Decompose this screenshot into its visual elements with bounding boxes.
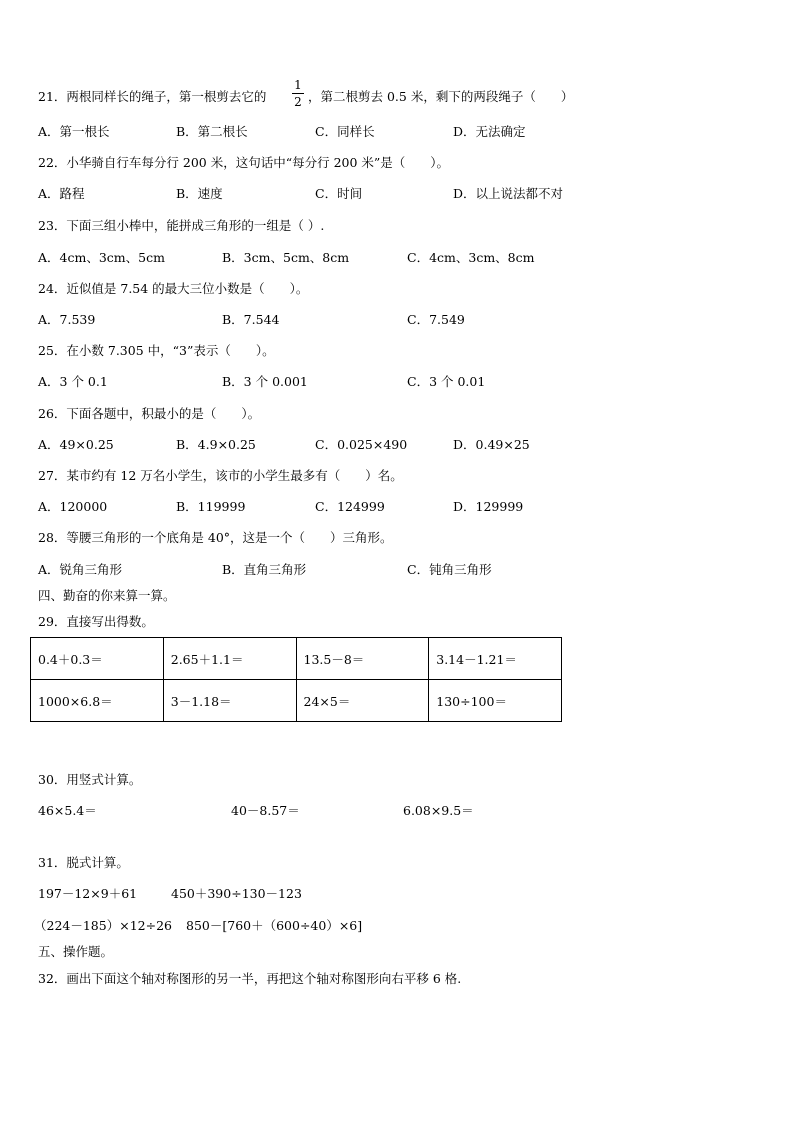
q26-stem: 26．下面各题中，积最小的是（ ）。: [38, 406, 261, 421]
q26-option-a: A．49×0.25: [38, 437, 114, 452]
q26-option-c: C．0.025×490: [315, 437, 408, 452]
q31-item-3: （224－185）×12÷26: [34, 918, 172, 933]
table-cell: 13.5－8＝: [296, 638, 429, 680]
q28-option-b: B．直角三角形: [222, 562, 307, 577]
q22-option-c: C．时间: [315, 186, 363, 201]
q28-stem: 28．等腰三角形的一个底角是 40°，这是一个（ ）三角形。: [38, 530, 393, 545]
fraction-one-half: [292, 78, 304, 109]
q30-item-1: 46×5.4＝: [38, 803, 97, 818]
q22-stem: 22．小华骑自行车每分行 200 米，这句话中“每分行 200 米”是（ ）。: [38, 155, 450, 170]
q21-option-a: A．第一根长: [38, 124, 110, 139]
fraction-bar: [292, 93, 304, 94]
table-cell: 1000×6.8＝: [31, 680, 164, 722]
table-cell: 130÷100＝: [429, 680, 562, 722]
q21-option-b: B．第二根长: [176, 124, 248, 139]
q23-option-b: B．3cm、5cm、8cm: [222, 250, 350, 265]
q26-option-b: B．4.9×0.25: [176, 437, 256, 452]
q25-option-a: A．3 个 0.1: [38, 374, 108, 389]
table-cell: 3－1.18＝: [163, 680, 296, 722]
section-4-heading: 四、勤奋的你来算一算。: [38, 588, 176, 603]
q25-option-b: B．3 个 0.001: [222, 374, 308, 389]
q29-stem: 29．直接写出得数。: [38, 614, 154, 629]
q24-option-a: A．7.539: [38, 312, 96, 327]
table-row: [31, 638, 562, 680]
q21-option-c: C．同样长: [315, 124, 375, 139]
fraction-denominator: 2: [294, 95, 302, 109]
table-cell: 2.65＋1.1＝: [163, 638, 296, 680]
q24-option-c: C．7.549: [407, 312, 465, 327]
q24-stem: 24．近似值是 7.54 的最大三位小数是（ ）。: [38, 281, 309, 296]
q23-option-c: C．4cm、3cm、8cm: [407, 250, 535, 265]
q30-stem: 30．用竖式计算。: [38, 772, 142, 787]
q28-option-c: C．钝角三角形: [407, 562, 492, 577]
q25-option-c: C．3 个 0.01: [407, 374, 486, 389]
q23-stem: 23．下面三组小棒中，能拼成三角形的一组是（ ）.: [38, 218, 325, 233]
q27-stem: 27．某市约有 12 万名小学生，该市的小学生最多有（ ）名。: [38, 468, 403, 483]
q32-stem: 32．画出下面这个轴对称图形的另一半，再把这个轴对称图形向右平移 6 格.: [38, 971, 462, 986]
table-cell: 0.4＋0.3＝: [31, 638, 164, 680]
q29-oral-calc-table: [30, 637, 562, 722]
q27-option-c: C．124999: [315, 499, 385, 514]
q30-item-3: 6.08×9.5＝: [403, 803, 474, 818]
q31-item-2: 450＋390÷130－123: [171, 886, 302, 901]
q21-stem-after: ，第二根剪去 0.5 米，剩下的两段绳子（ ）: [308, 89, 574, 104]
q27-option-d: D．129999: [453, 499, 524, 514]
q31-item-1: 197－12×9＋61: [38, 886, 138, 901]
table-cell: 24×5＝: [296, 680, 429, 722]
q30-item-2: 40－8.57＝: [231, 803, 300, 818]
q26-option-d: D．0.49×25: [453, 437, 530, 452]
table-row: [31, 680, 562, 722]
q22-option-b: B．速度: [176, 186, 223, 201]
q27-option-b: B．119999: [176, 499, 246, 514]
q25-stem: 25．在小数 7.305 中，“3”表示（ ）。: [38, 343, 275, 358]
fraction-numerator: 1: [294, 78, 302, 92]
q28-option-a: A．锐角三角形: [38, 562, 123, 577]
q31-stem: 31．脱式计算。: [38, 855, 129, 870]
q23-option-a: A．4cm、3cm、5cm: [38, 250, 165, 265]
q24-option-b: B．7.544: [222, 312, 280, 327]
q22-option-d: D．以上说法都不对: [453, 186, 564, 201]
q31-item-4: 850－[760＋（600÷40）×6]: [186, 918, 363, 933]
section-5-heading: 五、操作题。: [38, 944, 114, 959]
q21-option-d: D．无法确定: [453, 124, 526, 139]
table-cell: 3.14－1.21＝: [429, 638, 562, 680]
q27-option-a: A．120000: [38, 499, 108, 514]
q22-option-a: A．路程: [38, 186, 85, 201]
q21-stem-before: 21．两根同样长的绳子，第一根剪去它的: [38, 89, 267, 104]
